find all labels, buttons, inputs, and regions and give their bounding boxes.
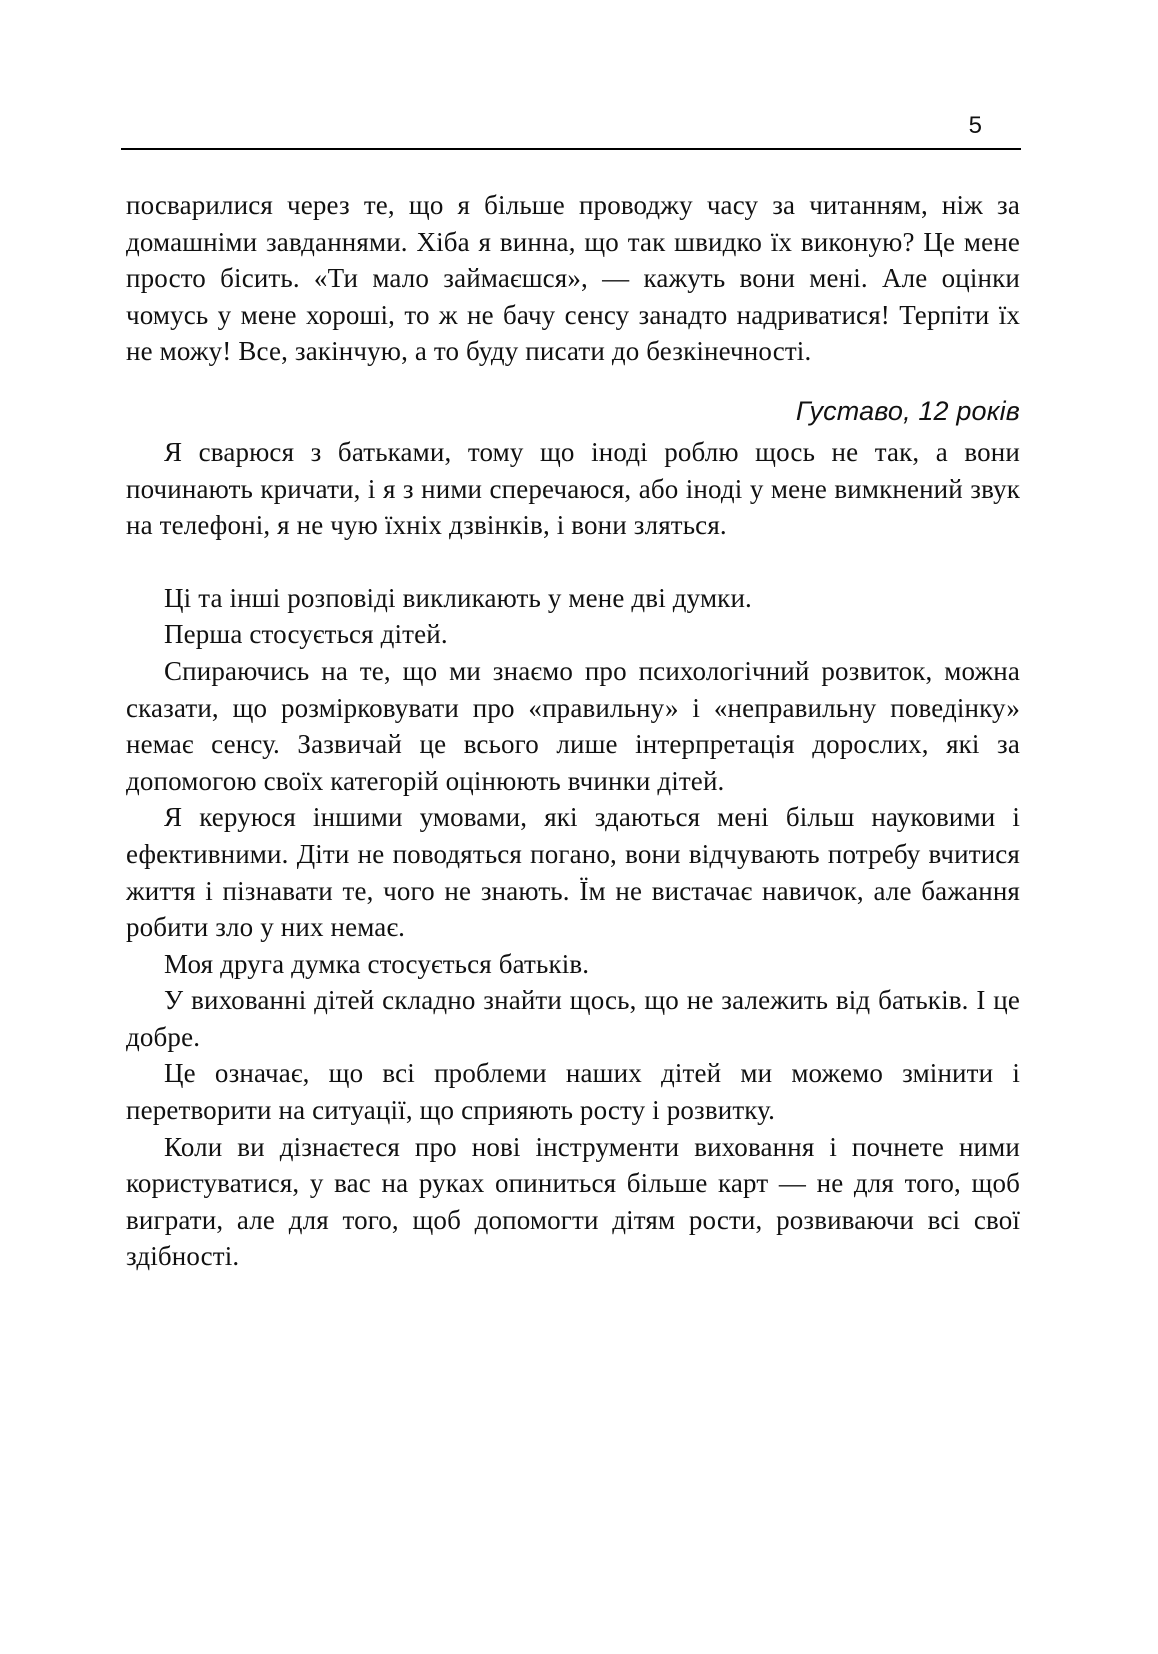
story-signature: Густаво, 12 років <box>795 395 1020 426</box>
header-rule <box>121 148 1021 150</box>
story-continuation: посварилися через те, що я більше проводжу часу за читанням, ніж за домашніми завданнями. Хіба я винна, що так швидко їх виконую? Це мене просто бісить. «Ти мало займаєшся», — кажуть вони мені. Але оцінки чомусь у мене хороші, то ж не бачу сенсу занадто надриватися! Терпіти їх не можу! Все, закінчую, а то буду писати до безкінечності. <box>126 190 1020 367</box>
paragraph: Моя друга думка стосується батьків. <box>164 948 590 979</box>
paragraph: Перша стосується дітей. <box>164 619 448 650</box>
paragraph: У вихованні дітей складно знайти щось, що не залежить від батьків. І це добре. <box>126 985 1020 1052</box>
page-number: 5 <box>968 112 982 139</box>
paragraph: Спираючись на те, що ми знаємо про психологічний розвиток, можна сказати, що розмірковувати про «правильну» і «неправильну поведінку» немає сенсу. Зазвичай це всього лише інтерпретація дорослих, які за допомогою своїх категорій оцінюють вчинки дітей. <box>126 655 1020 796</box>
story-gustavo: Я сварюся з батьками, тому що іноді роблю щось не так, а вони починають кричати, і я з ними сперечаюся, або іноді у мене вимкнений звук на телефоні, я не чую їхніх дзвінків, і вони зляться. <box>126 436 1020 541</box>
paragraph: Я керуюся іншими умовами, які здаються мені більш науковими і ефективними. Діти не поводяться погано, вони відчувають потребу вчитися життя і пізнавати те, чого не знають. Їм не вистачає навичок, але бажання робити зло у них немає. <box>126 802 1020 943</box>
paragraph: Це означає, що всі проблеми наших дітей ми можемо змінити і перетворити на ситуації, що сприяють росту і розвитку. <box>126 1058 1020 1126</box>
section-gap <box>126 544 1020 580</box>
page-body <box>126 187 1020 1275</box>
paragraph: Ці та інші розповіді викликають у мене дві думки. <box>164 582 752 613</box>
paragraph: Коли ви дізнаєтеся про нові інструменти виховання і почнете ними користуватися, у вас на руках опиниться більше карт — не для того, щоб виграти, але для того, щоб допомогти дітям рости, розвиваючи всі свої здібності. <box>126 1131 1020 1272</box>
